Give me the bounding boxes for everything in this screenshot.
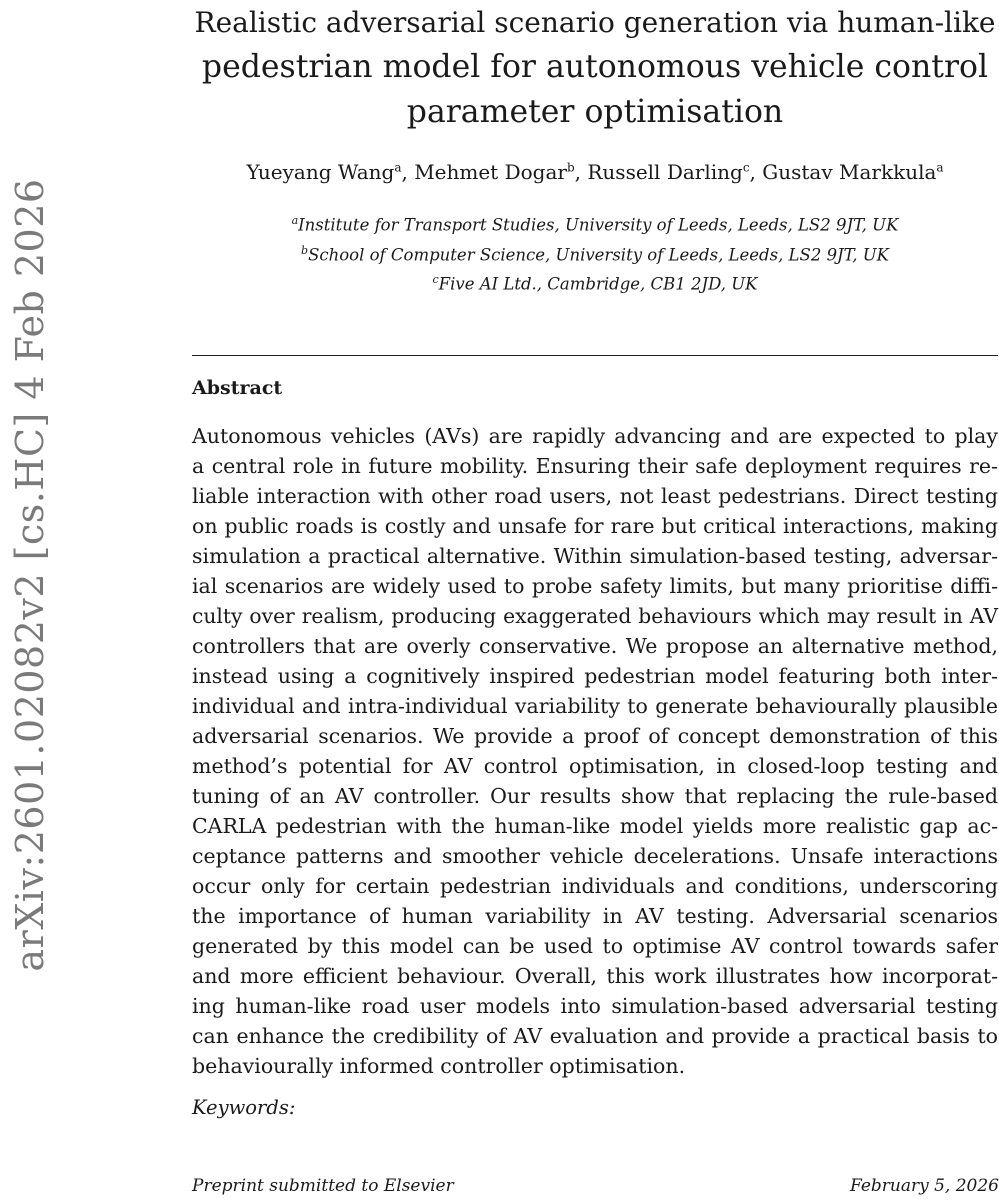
abstract-heading: Abstract [192,377,283,399]
abstract-line: ial scenarios are widely used to probe safety limits, but many prioritise diffi- [192,574,998,598]
arxiv-identifier-sidebar [0,0,56,1200]
affiliation-mark: c [432,273,439,286]
affiliation-text: Five AI Ltd., Cambridge, CB1 2JD, UK [438,274,758,294]
abstract-line: tuning of an AV controller. Our results show that replacing the rule-based [192,784,998,808]
abstract-line: adversarial scenarios. We provide a proof of concept demonstration of this [192,724,998,748]
arxiv-identifier: arXiv:2601.02082v2 [cs.HC] 4 Feb 2026 [8,178,52,972]
author-affiliation-mark: a [936,160,944,175]
abstract-line: behaviourally informed controller optimisation. [192,1054,686,1078]
abstract-line: individual and intra-individual variability to generate behaviourally plausible [192,694,998,718]
affiliation-text: Institute for Transport Studies, University of Leeds, Leeds, LS2 9JT, UK [298,215,899,235]
abstract-line: generated by this model can be used to optimise AV control towards safer [192,934,998,958]
author-separator: , [749,160,763,184]
author-name: Yueyang Wang [246,160,395,184]
author-separator: , [401,160,415,184]
title-line: Realistic adversarial scenario generation via human-like [194,6,996,39]
author-name: Gustav Markkula [762,160,937,184]
abstract-line: can enhance the credibility of AV evaluation and provide a practical basis to [192,1024,998,1048]
abstract-line: ceptance patterns and smoother vehicle decelerations. Unsafe interactions [192,844,998,868]
author-list [192,160,998,184]
affiliation [192,238,998,268]
abstract-line: controllers that are overly conservative. We propose an alternative method, [192,634,998,658]
paper-title [192,0,998,135]
abstract-line: Autonomous vehicles (AVs) are rapidly advancing and are expected to play [192,424,998,448]
author-affiliation-mark: c [742,160,750,175]
abstract-line: ing human-like road user models into simulation-based adversarial testing [192,994,998,1018]
abstract-line: liable interaction with other road users, not least pedestrians. Direct testing [192,484,998,508]
section-divider [192,355,998,356]
abstract-line: instead using a cognitively inspired pedestrian model featuring both inter- [192,664,998,688]
affiliation [192,208,998,238]
abstract-line: method’s potential for AV control optimisation, in closed-loop testing and [192,754,998,778]
affiliation-mark: b [301,243,309,257]
abstract-line: occur only for certain pedestrian individuals and conditions, underscoring [192,874,998,898]
abstract-line: CARLA pedestrian with the human-like model yields more realistic gap ac- [192,814,998,838]
author-separator: , [574,160,588,184]
affiliation-mark: a [291,214,299,227]
author-affiliation-mark: b [566,160,575,175]
affiliation-text: School of Computer Science, University of Leeds, Leeds, LS2 9JT, UK [308,245,889,264]
abstract-line: the importance of human variability in AV testing. Adversarial scenarios [192,904,998,928]
abstract-line: culty over realism, producing exaggerated behaviours which may result in AV [192,604,998,628]
author-name: Russell Darling [587,160,743,184]
footer-date: February 5, 2026 [849,1176,999,1196]
affiliation-list [192,208,998,297]
author-affiliation-mark: a [394,160,402,175]
keywords-label: Keywords: [192,1096,296,1119]
affiliation [192,267,998,297]
abstract-line: simulation a practical alternative. Within simulation-based testing, adversar- [192,544,998,568]
abstract-line: on public roads is costly and unsafe for rare but critical interactions, making [192,514,998,538]
abstract-line: a central role in future mobility. Ensuring their safe deployment requires re- [192,454,998,478]
author-name: Mehmet Dogar [414,160,567,184]
abstract-line: and more efficient behaviour. Overall, this work illustrates how incorporat- [192,964,998,988]
abstract-body [192,421,998,1081]
title-line: pedestrian model for autonomous vehicle control [201,49,989,85]
footer-preprint-note: Preprint submitted to Elsevier [192,1176,454,1196]
title-line: parameter optimisation [406,94,784,130]
